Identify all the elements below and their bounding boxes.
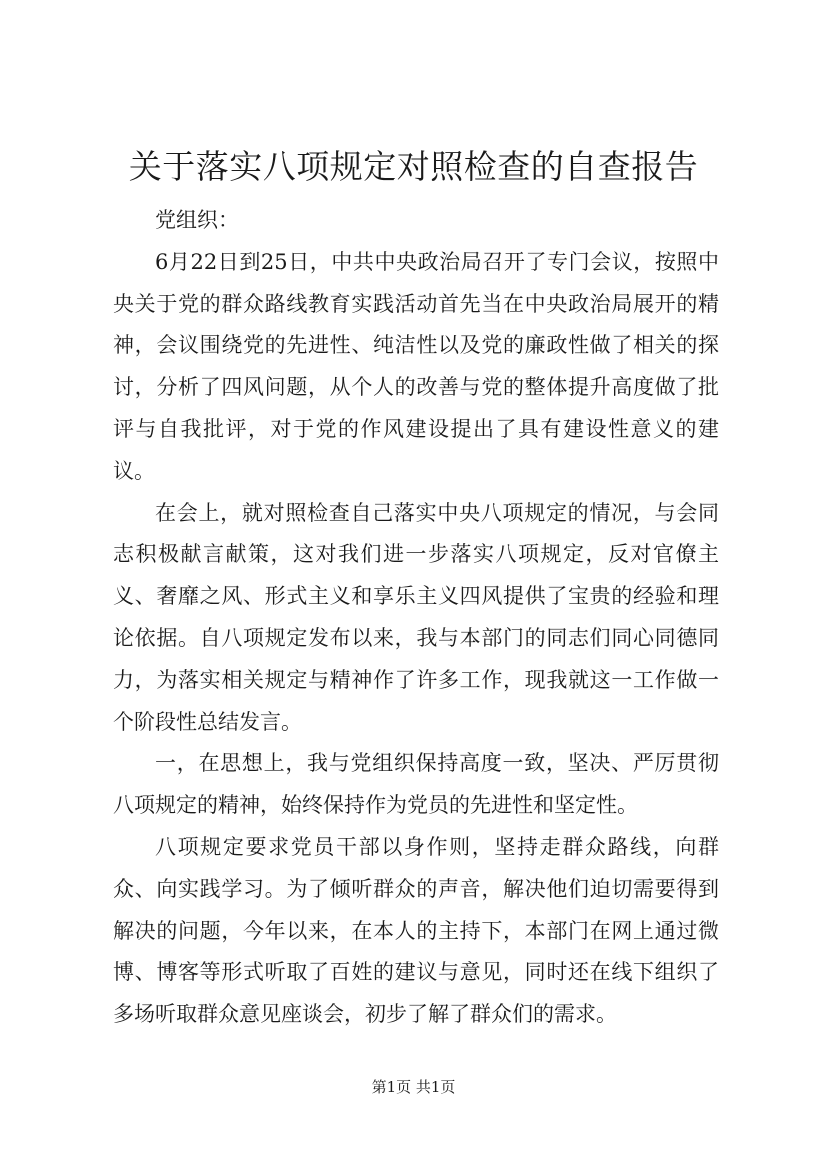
paragraph-2: 在会上，就对照检查自己落实中央八项规定的情况，与会同志积极献言献策，这对我们进一步落实八项规定，反对官僚主义、奢靡之风、形式主义和享乐主义四风提供了宝贵的经验和理论依据。自八项规定发布以来，我与本部门的同志们同心同德同力，为落实相关规定与精神作了许多工作，现我就这一工作做一个阶段性总结发言。 (113, 500, 719, 734)
paragraph-4: 八项规定要求党员干部以身作则，坚持走群众路线，向群众、向实践学习。为了倾听群众的声音，解决他们迫切需要得到解决的问题，今年以来，在本人的主持下，本部门在网上通过微博、博客等形式听取了百姓的建议与意见，同时还在线下组织了多场听取群众意见座谈会，初步了解了群众们的需求。 (113, 834, 719, 1027)
page-footer: 第1页 共1页 (371, 1078, 456, 1096)
salutation: 党组织： (155, 208, 239, 232)
paragraph-1: 6月22日到25日，中共中央政治局召开了专门会议，按照中央关于党的群众路线教育实践活动首先当在中央政治局展开的精神，会议围绕党的先进性、纯洁性以及党的廉政性做了相关的探讨，分析了四风问题，从个人的改善与党的整体提升高度做了批评与自我批评，对于党的作风建设提出了具有建设性意义的建议。 (113, 249, 719, 483)
document-title: 关于落实八项规定对照检查的自查报告 (128, 147, 699, 186)
document-body (113, 200, 719, 1036)
paragraph-3: 一，在思想上，我与党组织保持高度一致，坚决、严厉贯彻八项规定的精神，始终保持作为党员的先进性和坚定性。 (113, 751, 719, 818)
